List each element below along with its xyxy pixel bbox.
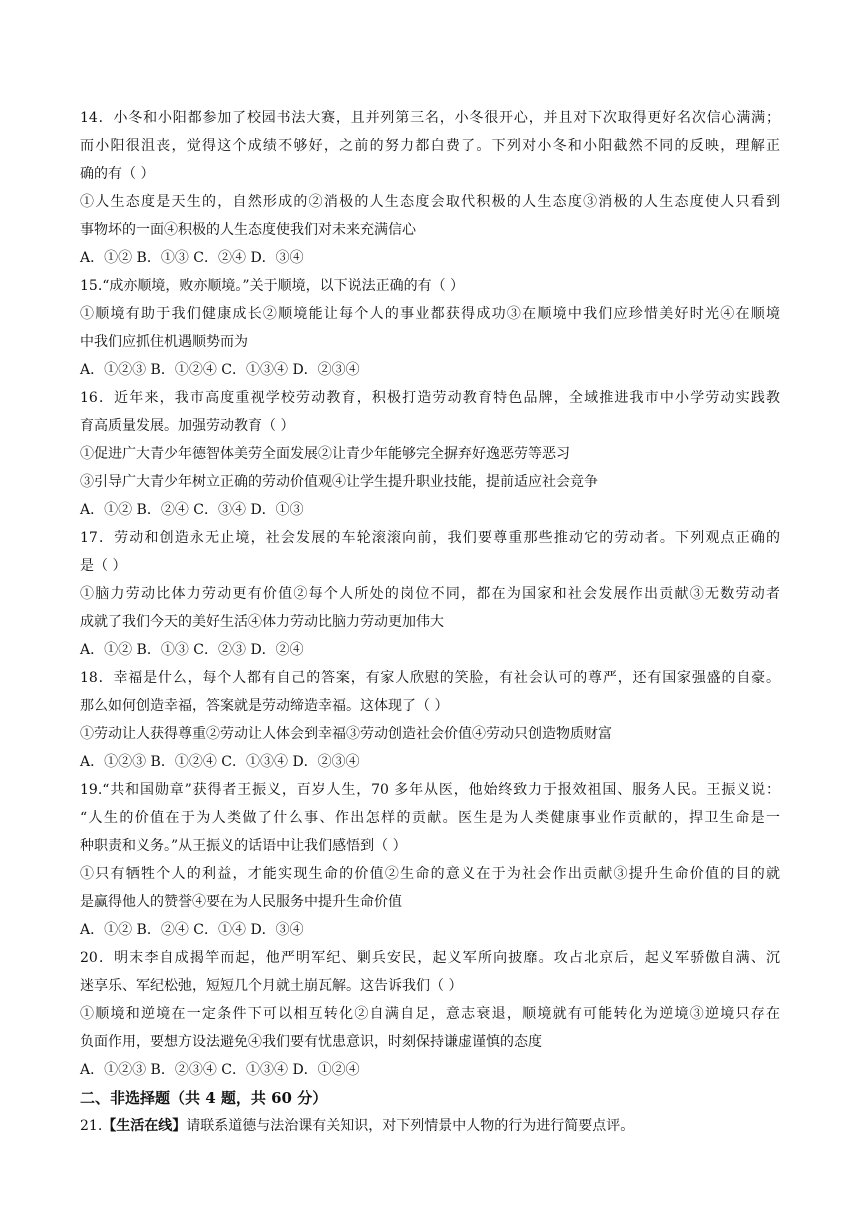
question-19-line-2: “人生的价值在于为人类做了什么事、作出怎样的贡献。医生是为人类健康事业作贡献的，捍卫生命是一	[80, 810, 780, 826]
question-20-line-1: 20．明末李自成揭竿而起，他严明军纪、剿兵安民，起义军所向披靡。攻占北京后，起义军骄傲自满、沉	[80, 950, 780, 966]
question-14-options: A．①② B．①③ C．②④ D．③④	[80, 250, 304, 266]
question-14-line-4: ①人生态度是天生的，自然形成的②消极的人生态度会取代积极的人生态度③消极的人生态度使人只看到	[80, 194, 780, 210]
question-19-line-4: ①只有牺牲个人的利益，才能实现生命的价值②生命的意义在于为社会作出贡献③提升生命价值的目的就	[80, 866, 780, 882]
question-17-options: A．①② B．①③ C．②③ D．②④	[80, 642, 304, 658]
question-16-line-4: ③引导广大青少年树立正确的劳动价值观④让学生提升职业技能，提前适应社会竞争	[80, 474, 598, 490]
question-20-line-4: 负面作用，要想方设法避免④我们要有忧患意识，时刻保持谦虚谨慎的态度	[80, 1034, 542, 1050]
question-15-options: A．①②③ B．①②④ C．①③④ D．②③④	[80, 362, 360, 378]
question-14-line-3: 确的有（ ）	[80, 166, 155, 182]
question-19-line-5: 是赢得他人的赞誉④要在为人民服务中提升生命价值	[80, 894, 402, 910]
question-17-line-2: 是（ ）	[80, 558, 127, 574]
question-17-line-4: 成就了我们今天的美好生活④体力劳动比脑力劳动更加伟大	[80, 614, 444, 630]
question-17-line-1: 17．劳动和创造永无止境，社会发展的车轮滚滚向前，我们要尊重那些推动它的劳动者。下列观点正确的	[80, 530, 780, 546]
question-19-line-1: 19.“共和国勋章”获得者王振义，百岁人生，70 多年从医，他始终致力于报效祖国、服务人民。王振义说：	[80, 782, 780, 798]
question-16-line-1: 16．近年来，我市高度重视学校劳动教育，积极打造劳动教育特色品牌，全域推进我市中小学劳动实践教	[80, 390, 780, 406]
question-15-line-2: ①顺境有助于我们健康成长②顺境能让每个人的事业都获得成功③在顺境中我们应珍惜美好时光④在顺境	[80, 306, 780, 322]
question-18-line-3: ①劳动让人获得尊重②劳动让人体会到幸福③劳动创造社会价值④劳动只创造物质财富	[80, 726, 612, 742]
question-19-options: A．①② B．②④ C．①④ D．③④	[80, 922, 304, 938]
question-21	[80, 1116, 634, 1136]
question-17-line-3: ①脑力劳动比体力劳动更有价值②每个人所处的岗位不同，都在为国家和社会发展作出贡献③无数劳动者	[80, 586, 780, 602]
question-20-line-2: 迷享乐、军纪松弛，短短几个月就土崩瓦解。这告诉我们（ ）	[80, 978, 463, 994]
question-16-line-3: ①促进广大青少年德智体美劳全面发展②让青少年能够完全摒弃好逸恶劳等恶习	[80, 446, 570, 462]
question-14-line-1: 14．小冬和小阳都参加了校园书法大赛，且并列第三名，小冬很开心，并且对下次取得更好名次信心满满；	[80, 110, 780, 126]
question-18-line-2: 那么如何创造幸福，答案就是劳动缔造幸福。这体现了（ ）	[80, 698, 449, 714]
question-21-text: 请联系道德与法治课有关知识，对下列情景中人物的行为进行简要点评。	[186, 1118, 635, 1134]
question-16-options: A．①② B．②④ C．③④ D．①③	[80, 502, 304, 518]
question-21-tag: 【生活在线】	[102, 1118, 187, 1134]
question-16-line-2: 育高质量发展。加强劳动教育（ ）	[80, 418, 295, 434]
question-21-number: 21.	[80, 1118, 103, 1134]
section-title: 二、非选择题（共 4 题，共 60 分）	[80, 1089, 328, 1107]
question-14-line-5: 事物坏的一面④积极的人生态度使我们对未来充满信心	[80, 222, 416, 238]
question-15-line-3: 中我们应抓住机遇顺势而为	[80, 334, 248, 350]
question-15-line-1: 15.“成亦顺境，败亦顺境。”关于顺境，以下说法正确的有（ ）	[80, 278, 465, 294]
question-20-line-3: ①顺境和逆境在一定条件下可以相互转化②自满自足，意志衰退，顺境就有可能转化为逆境③逆境只存在	[80, 1006, 780, 1022]
question-18-options: A．①②③ B．①②④ C．①③④ D．②③④	[80, 754, 360, 770]
question-14-line-2: 而小阳很沮丧，觉得这个成绩不够好，之前的努力都白费了。下列对小冬和小阳截然不同的反映，理解正	[80, 138, 780, 154]
question-19-line-3: 种职责和义务。”从王振义的话语中让我们感悟到（ ）	[80, 838, 407, 854]
question-20-options: A．①②③ B．②③④ C．①③④ D．①②④	[80, 1062, 360, 1078]
question-18-line-1: 18．幸福是什么，每个人都有自己的答案，有家人欣慰的笑脸，有社会认可的尊严，还有国家强盛的自豪。	[80, 670, 780, 686]
